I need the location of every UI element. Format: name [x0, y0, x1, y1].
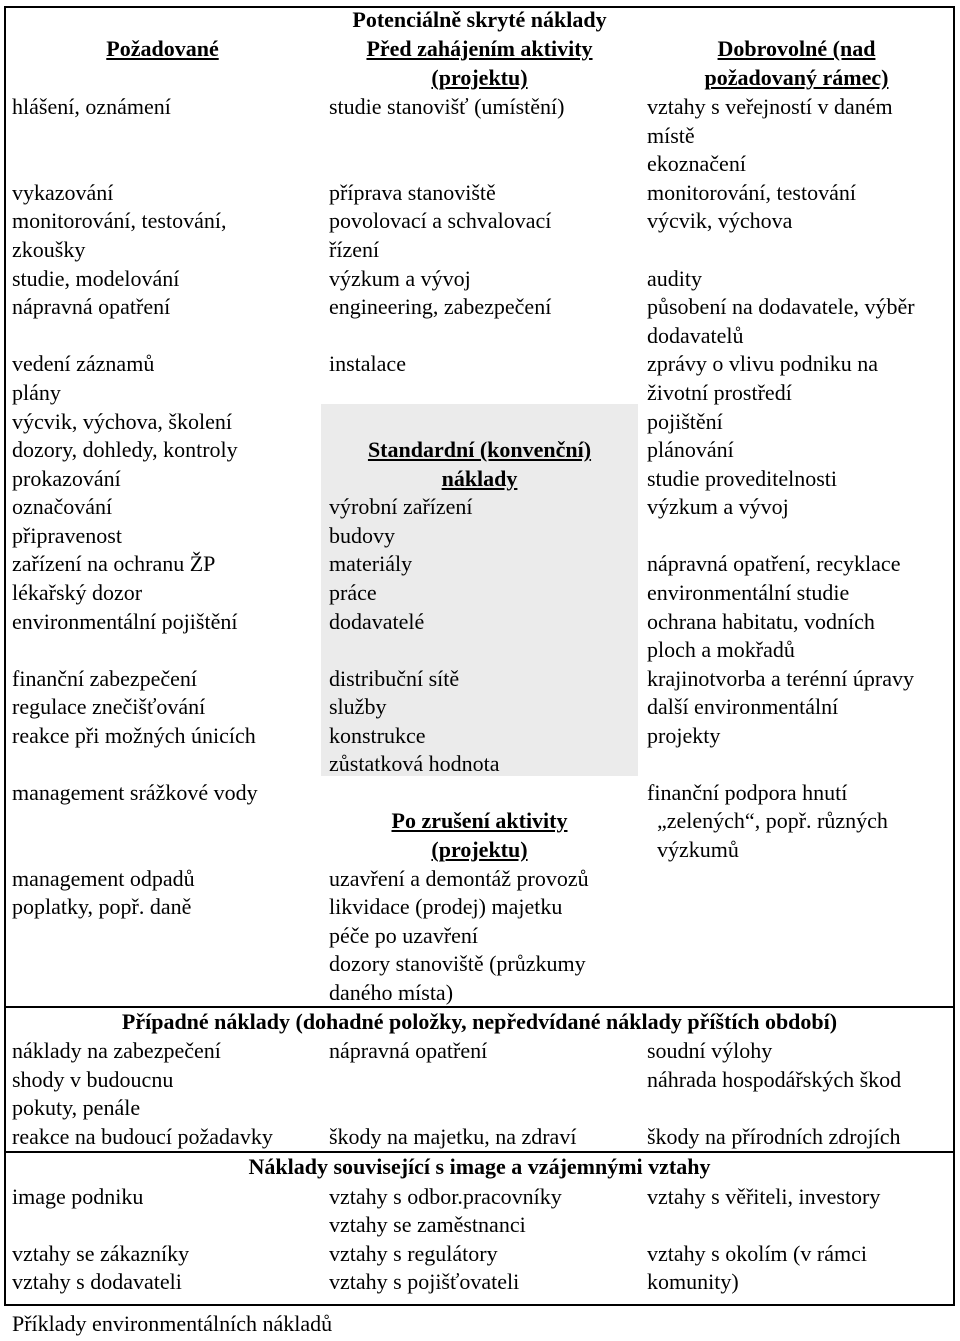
standard-item: práce: [329, 580, 377, 605]
voluntary-item: výcvik, výchova: [647, 208, 793, 233]
required-item: management odpadů: [12, 866, 195, 891]
image-item: vztahy s regulátory: [329, 1241, 498, 1266]
image-item: vztahy se zaměstnanci: [329, 1212, 526, 1237]
before-item: řízení: [329, 237, 380, 262]
voluntary-item: výzkumů: [657, 837, 739, 862]
standard-item: materiály: [329, 551, 413, 576]
before-item: instalace: [329, 351, 406, 376]
after-item: péče po uzavření: [329, 923, 479, 948]
required-item: vykazování: [12, 180, 114, 205]
before-item: studie stanovišť (umístění): [329, 94, 565, 119]
image-item: vztahy s dodavateli: [12, 1269, 182, 1294]
image-item: vztahy se zákazníky: [12, 1241, 190, 1266]
before-item: povolovací a schvalovací: [329, 208, 552, 233]
before-item: engineering, zabezpečení: [329, 294, 552, 319]
voluntary-item: „zelených“, popř. různých: [657, 808, 888, 833]
voluntary-item: zprávy o vlivu podniku na: [647, 351, 878, 376]
contingent-item: náhrada hospodářských škod: [647, 1067, 902, 1092]
voluntary-item: nápravná opatření, recyklace: [647, 551, 901, 576]
standard-item: budovy: [329, 523, 395, 548]
image-item: komunity): [647, 1269, 739, 1294]
required-item: vedení záznamů: [12, 351, 155, 376]
required-item: výcvik, výchova, školení: [12, 409, 232, 434]
contingent-item: škody na majetku, na zdraví: [329, 1124, 577, 1149]
voluntary-item: ekoznačení: [647, 151, 746, 176]
voluntary-item: plánování: [647, 437, 734, 462]
contingent-item: soudní výlohy: [647, 1038, 773, 1063]
required-item: hlášení, oznámení: [12, 94, 171, 119]
image-item: vztahy s věřiteli, investory: [647, 1184, 881, 1209]
required-item: lékařský dozor: [12, 580, 143, 605]
voluntary-item: vztahy s veřejností v daném: [647, 94, 893, 119]
contingent-item: náklady na zabezpečení: [12, 1038, 221, 1063]
required-item: označování: [12, 494, 113, 519]
required-item: zařízení na ochranu ŽP: [12, 551, 216, 576]
required-item: studie, modelování: [12, 266, 180, 291]
voluntary-item: audity: [647, 266, 702, 291]
voluntary-item: pojištění: [647, 409, 723, 434]
after-item: daného místa): [329, 980, 454, 1005]
required-item: regulace znečišťování: [12, 694, 206, 719]
voluntary-item: studie proveditelnosti: [647, 466, 838, 491]
voluntary-item: dodavatelů: [647, 323, 744, 348]
contingent-item: shody v budoucnu: [12, 1067, 174, 1092]
required-item: nápravná opatření: [12, 294, 171, 319]
standard-item: distribuční sítě: [329, 666, 460, 691]
voluntary-item: životní prostředí: [647, 380, 792, 405]
image-item: vztahy s odbor.pracovníky: [329, 1184, 562, 1209]
column-header-voluntary-line1: Dobrovolné (nad: [717, 36, 876, 61]
required-item: dozory, dohledy, kontroly: [12, 437, 238, 462]
required-item: environmentální pojištění: [12, 609, 238, 634]
after-heading-line1: Po zrušení aktivity: [391, 808, 568, 833]
after-item: dozory stanoviště (průzkumy: [329, 951, 586, 976]
hidden-costs-title: Potenciálně skryté náklady: [352, 7, 607, 32]
column-header-before-line1: Před zahájením aktivity: [366, 36, 593, 61]
before-item: výzkum a vývoj: [329, 266, 471, 291]
standard-costs-heading-line1: Standardní (konvenční): [367, 437, 592, 462]
standard-costs-heading-line2: náklady: [441, 466, 518, 491]
image-costs-heading: Náklady související s image a vzájemnými vztahy: [248, 1154, 711, 1179]
before-item: příprava stanoviště: [329, 180, 496, 205]
required-item: připravenost: [12, 523, 122, 548]
contingent-item: škody na přírodních zdrojích: [647, 1124, 901, 1149]
voluntary-item: další environmentální: [647, 694, 839, 719]
voluntary-item: environmentální studie: [647, 580, 850, 605]
standard-item: dodavatelé: [329, 609, 425, 634]
required-item: finanční zabezpečení: [12, 666, 198, 691]
required-item: management srážkové vody: [12, 780, 258, 805]
after-heading-line2: (projektu): [431, 837, 528, 862]
voluntary-item: krajinotvorba a terénní úpravy: [647, 666, 914, 691]
column-header-before-line2: (projektu): [431, 65, 528, 90]
standard-item: zůstatková hodnota: [329, 751, 500, 776]
image-item: vztahy s pojišťovateli: [329, 1269, 520, 1294]
figure-caption: Příklady environmentálních nákladů: [12, 1311, 333, 1336]
image-item: vztahy s okolím (v rámci: [647, 1241, 867, 1266]
column-header-required: Požadované: [106, 36, 219, 61]
required-item: monitorování, testování,: [12, 208, 227, 233]
voluntary-item: ploch a mokřadů: [647, 637, 795, 662]
after-item: likvidace (prodej) majetku: [329, 894, 563, 919]
voluntary-item: ochrana habitatu, vodních: [647, 609, 875, 634]
voluntary-item: monitorování, testování: [647, 180, 856, 205]
required-item: zkoušky: [12, 237, 86, 262]
voluntary-item: místě: [647, 123, 695, 148]
voluntary-item: výzkum a vývoj: [647, 494, 789, 519]
standard-item: služby: [329, 694, 387, 719]
standard-item: výrobní zařízení: [329, 494, 473, 519]
required-item: plány: [12, 380, 61, 405]
image-item: image podniku: [12, 1184, 144, 1209]
contingent-item: nápravná opatření: [329, 1038, 488, 1063]
voluntary-item: působení na dodavatele, výběr: [647, 294, 915, 319]
required-item: poplatky, popř. daně: [12, 894, 192, 919]
contingent-item: pokuty, penále: [12, 1095, 141, 1120]
voluntary-item: finanční podpora hnutí: [647, 780, 848, 805]
required-item: prokazování: [12, 466, 121, 491]
standard-item: konstrukce: [329, 723, 426, 748]
contingent-item: reakce na budoucí požadavky: [12, 1124, 273, 1149]
after-item: uzavření a demontáž provozů: [329, 866, 589, 891]
contingent-costs-heading: Případné náklady (dohadné položky, nepředvídané náklady příštích období): [121, 1009, 838, 1034]
voluntary-item: projekty: [647, 723, 721, 748]
column-header-voluntary-line2: požadovaný rámec): [704, 65, 889, 90]
required-item: reakce při možných únicích: [12, 723, 256, 748]
